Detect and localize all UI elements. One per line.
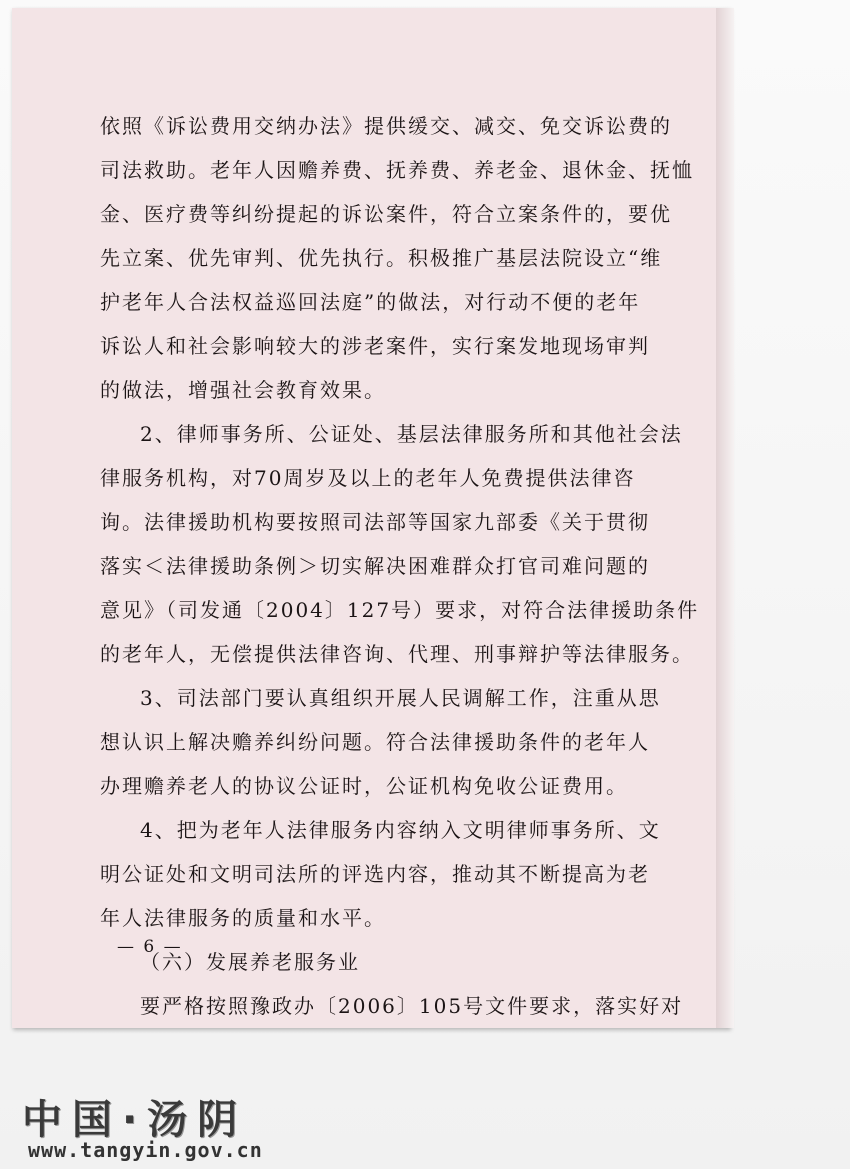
text-line: 想认识上解决赡养纠纷问题。符合法律援助条件的老年人 [100, 730, 650, 754]
text-line: 金、医疗费等纠纷提起的诉讼案件，符合立案条件的，要优 [100, 202, 672, 226]
text-line: 的做法，增强社会教育效果。 [100, 378, 386, 402]
text-line: 年人法律服务的质量和水平。 [100, 906, 386, 930]
text-line: 的老年人，无偿提供法律咨询、代理、刑事辩护等法律服务。 [100, 642, 694, 666]
text-line: 询。法律援助机构要按照司法部等国家九部委《关于贯彻 [100, 510, 650, 534]
text-line: 诉讼人和社会影响较大的涉老案件，实行案发地现场审判 [100, 334, 650, 358]
watermark-url: www.tangyin.gov.cn [28, 1138, 263, 1162]
page-edge-shadow [716, 8, 734, 1028]
text-line: 办理赡养老人的协议公证时，公证机构免收公证费用。 [100, 774, 628, 798]
text-line: 护老年人合法权益巡回法庭”的做法，对行动不便的老年 [100, 290, 641, 314]
text-line: 落实＜法律援助条例＞切实解决困难群众打官司难问题的 [100, 554, 650, 578]
watermark-title: 中国·汤阴 [22, 1097, 248, 1143]
paragraph-5-start: 要严格按照豫政办〔2006〕105号文件要求，落实好对 [140, 994, 684, 1018]
site-watermark [10, 1080, 350, 1160]
text-line: 司法救助。老年人因赡养费、抚养费、养老金、退休金、抚恤 [100, 158, 694, 182]
section-heading: （六）发展养老服务业 [140, 950, 360, 974]
text-line: 明公证处和文明司法所的评选内容，推动其不断提高为老 [100, 862, 650, 886]
paragraph-3-start: 3、司法部门要认真组织开展人民调解工作，注重从思 [140, 686, 661, 710]
text-line: 律服务机构，对70周岁及以上的老年人免费提供法律咨 [100, 466, 636, 490]
paragraph-4-start: 4、把为老年人法律服务内容纳入文明律师事务所、文 [140, 818, 661, 842]
page-number: — 6 — [117, 937, 183, 957]
text-line: 意见》（司发通〔2004〕127号）要求，对符合法律援助条件 [100, 598, 700, 622]
text-line: 依照《诉讼费用交纳办法》提供缓交、减交、免交诉讼费的 [100, 114, 672, 138]
text-line: 先立案、优先审判、优先执行。积极推广基层法院设立“维 [100, 246, 663, 270]
paragraph-2-start: 2、律师事务所、公证处、基层法律服务所和其他社会法 [140, 422, 683, 446]
